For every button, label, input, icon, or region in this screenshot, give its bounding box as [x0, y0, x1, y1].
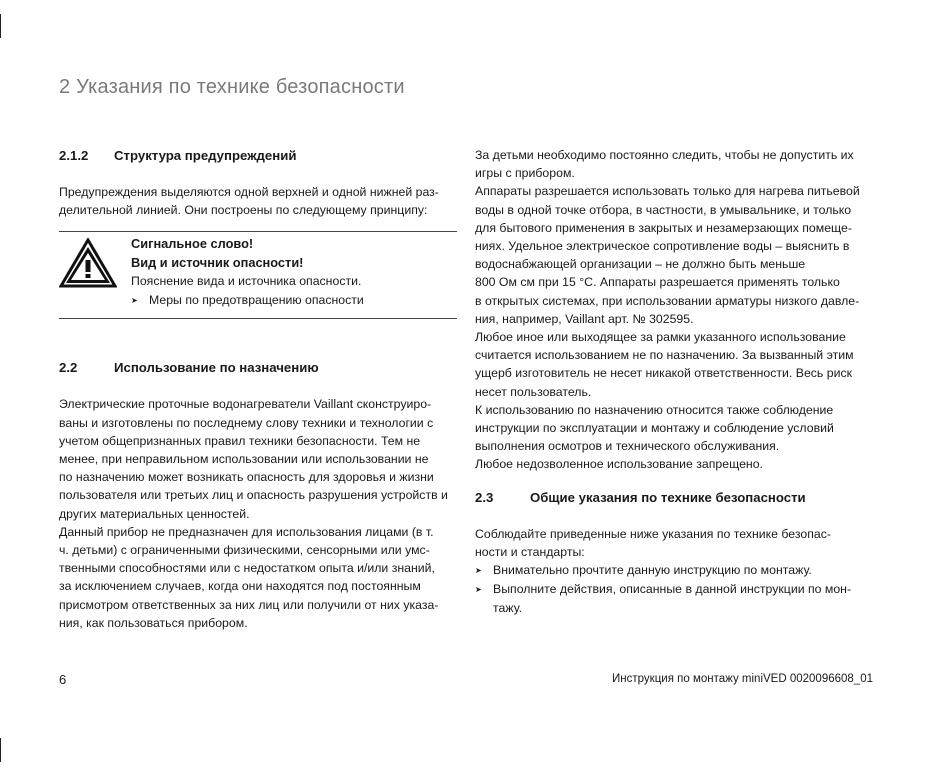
paragraph-line: по назначению может возникать опасность для здоровья и жизни	[59, 470, 434, 485]
list-item-text: Выполните действия, описанные в данной инструкции по мон-	[493, 582, 852, 597]
arrow-bullet-icon: ➤	[475, 585, 482, 595]
chapter-title: 2 Указания по технике безопасности	[59, 76, 405, 98]
paragraph-line: в открытых системах, при использовании арматуры низкого давле-	[475, 293, 860, 308]
signal-word: Сигнальное слово!	[131, 236, 254, 252]
list-item-text: тажу.	[493, 601, 523, 616]
paragraph-line: учетом общепризнанных правил техники безопасности. Тем не	[59, 433, 421, 448]
paragraph-line: Предупреждения выделяются одной верхней и одной нижней раз-	[59, 185, 439, 199]
arrow-bullet-icon: ➤	[475, 566, 482, 576]
paragraph-line: ущерб изготовитель не несет никакой ответственности. Весь риск	[475, 366, 852, 381]
section-title: Общие указания по технике безопасности	[530, 489, 806, 505]
hazard-explanation: Пояснение вида и источника опасности.	[131, 274, 362, 289]
hazard-type: Вид и источник опасности!	[131, 255, 304, 271]
paragraph-line: других материальных ценностей.	[59, 506, 250, 521]
paragraph-line: Любое недозволенное использование запрещено.	[475, 457, 763, 472]
paragraph-line: делительной линией. Они построены по следующему принципу:	[59, 203, 428, 218]
paragraph-line: За детьми необходимо постоянно следить, чтобы не допустить их	[475, 148, 854, 162]
warning-triangle-icon	[59, 238, 117, 288]
paragraph-line: ч. детьми) с ограниченными физическими, сенсорными или умс-	[59, 543, 430, 558]
list-item	[475, 580, 875, 599]
section-number: 2.3	[475, 489, 494, 505]
paragraph-line: для бытового применения в закрытых и незамерзающих помеще-	[475, 220, 852, 235]
paragraph-line: считается использованием не по назначению. За вызванный этим	[475, 348, 854, 363]
paragraph-line: ности и стандарты:	[475, 544, 585, 559]
section-2-3-heading	[475, 488, 875, 508]
paragraph-line: пользователя или третьих лиц и опасность разрушения устройств и	[59, 488, 448, 503]
paragraph-line: К использованию по назначению относится также соблюдение	[475, 402, 834, 417]
paragraph-line: игры с прибором.	[475, 166, 575, 181]
paragraph-line: водоснабжающей организации – не должно быть меньше	[475, 257, 806, 272]
right-column	[475, 146, 875, 618]
list-item-continuation	[475, 599, 875, 617]
crop-mark-bottom	[0, 738, 1, 762]
paragraph-line: ниях. Удельное электрическое сопротивление воды – выяснить в	[475, 239, 850, 254]
paragraph-line: воды в одной точке отбора, в частности, в умывальнике, и только	[475, 202, 852, 217]
page-number: 6	[59, 672, 67, 687]
paragraph-line: выполнения осмотров и технического обслуживания.	[475, 439, 780, 454]
paragraph-line: твенными способностями или с недостатком опыта и/или знаний,	[59, 561, 435, 576]
section-title: Использование по назначению	[114, 360, 319, 376]
crop-mark-top	[0, 14, 1, 38]
section-number: 2.1.2	[59, 148, 89, 163]
section-2-1-2-heading	[59, 146, 457, 166]
paragraph-line: Любое иное или выходящее за рамки указанного использование	[475, 330, 846, 345]
bullet-indent	[475, 599, 493, 617]
paragraph-line: Данный прибор не предназначен для использования лицами (в т.	[59, 524, 434, 539]
warning-text	[131, 234, 457, 309]
paragraph-line: 800 Ом см при 15 °C. Аппараты разрешается применять только	[475, 275, 840, 290]
paragraph-line: присмотром ответственных за них лиц или получили от них указа-	[59, 597, 439, 612]
section-2-2-heading	[59, 358, 457, 378]
list-item	[131, 291, 457, 310]
paragraph-line: Аппараты разрешается использовать только для нагрева питьевой	[475, 184, 860, 199]
paragraph-line: инструкции по эксплуатации и монтажу и соблюдение условий	[475, 421, 834, 436]
paragraph-line: менее, при неправильном использовании или использовании не	[59, 452, 429, 467]
paragraph-line: Электрические проточные водонагреватели Vaillant сконструиро-	[59, 397, 432, 412]
paragraph-line: ваны и изготовлены по последнему слову техники и технологии с	[59, 415, 434, 430]
section-title: Структура предупреждений	[114, 148, 297, 163]
list-item	[475, 561, 875, 580]
section-number: 2.2	[59, 360, 78, 376]
warning-block	[59, 231, 457, 319]
list-item-text: Внимательно прочтите данную инструкцию по монтажу.	[493, 563, 812, 578]
paragraph-line: несет пользователь.	[475, 384, 592, 399]
paragraph-line: ния, как пользоваться прибором.	[59, 615, 248, 630]
arrow-bullet-icon: ➤	[131, 295, 138, 305]
document-reference: Инструкция по монтажу miniVED 0020096608_01	[612, 673, 873, 685]
list-item-text: Меры по предотвращению опасности	[149, 292, 364, 307]
paragraph-line: ния, например, Vaillant арт. № 302595.	[475, 311, 694, 326]
paragraph-line: за исключением случаев, когда они находятся под постоянным	[59, 579, 421, 594]
left-column	[59, 146, 457, 632]
paragraph-line: Соблюдайте приведенные ниже указания по технике безопас-	[475, 526, 831, 541]
